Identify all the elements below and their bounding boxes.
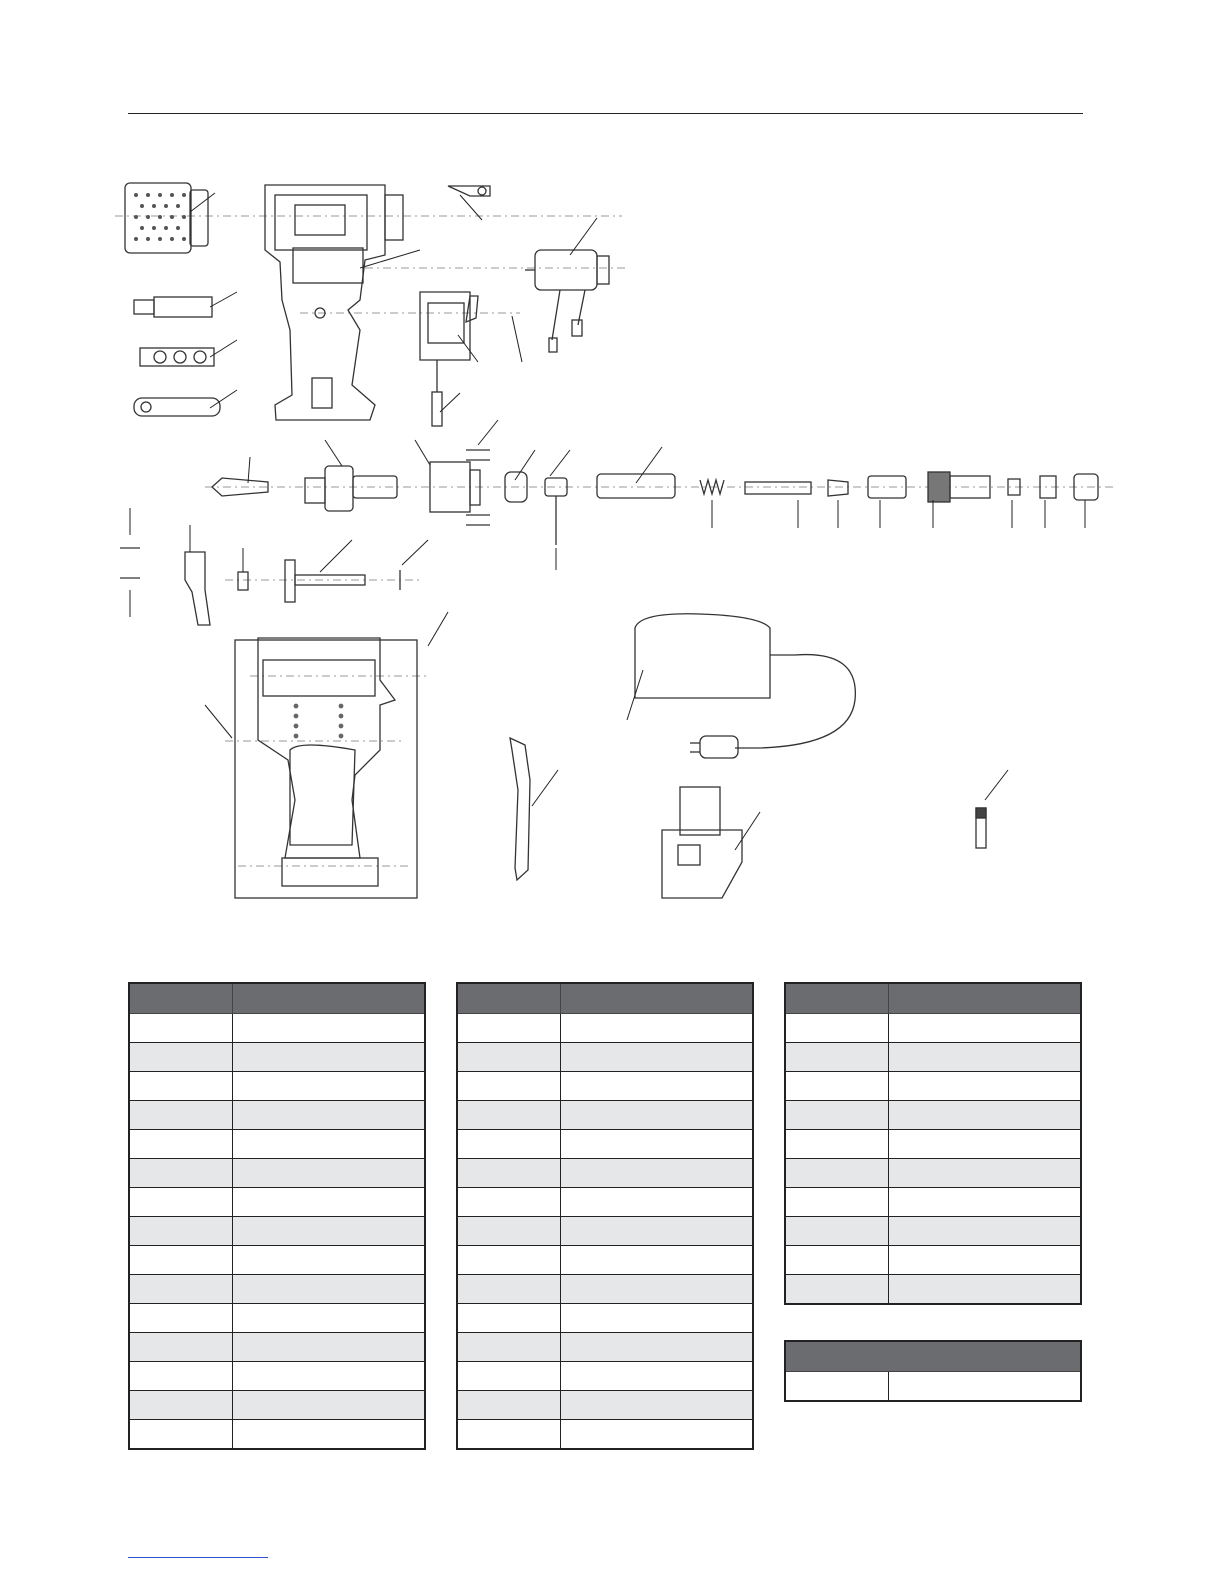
table-row: [785, 1217, 1081, 1246]
table-row: [129, 1188, 425, 1217]
table-header: [785, 1341, 1081, 1372]
table-row: [785, 1101, 1081, 1130]
header-cell: [785, 983, 888, 1014]
handle-bar-part: [510, 738, 530, 880]
charger-part: [635, 614, 855, 758]
table-row: [457, 1130, 753, 1159]
battery-part: [662, 787, 742, 898]
pivot-shaft-parts: [120, 548, 400, 625]
table-row: [457, 1246, 753, 1275]
table-row: [457, 1217, 753, 1246]
table-row: [457, 1043, 753, 1072]
table-row: [129, 1130, 425, 1159]
axis-lines: [115, 216, 1115, 866]
parts-table-2: [456, 982, 754, 1450]
fuse-part: [976, 808, 986, 848]
table-row: [129, 1362, 425, 1391]
cylinder-cover-part: [125, 183, 208, 253]
table-header: [457, 983, 753, 1014]
table-row: [129, 1101, 425, 1130]
table-row: [785, 1043, 1081, 1072]
drive-train-parts: [212, 450, 1098, 545]
table-row: [129, 1275, 425, 1304]
footer-link-underline[interactable]: [128, 1557, 268, 1558]
table-row: [457, 1159, 753, 1188]
wrench-tools: [134, 297, 220, 416]
table-row: [457, 1101, 753, 1130]
table-row: [457, 1362, 753, 1391]
table-row: [457, 1333, 753, 1362]
table-row: [785, 1372, 1081, 1402]
table-row: [129, 1014, 425, 1043]
table-row: [457, 1188, 753, 1217]
table-row: [785, 1130, 1081, 1159]
table-row: [129, 1246, 425, 1275]
table-row: [457, 1391, 753, 1420]
table-header: [785, 983, 1081, 1014]
table-row: [785, 1014, 1081, 1043]
header-cell: [560, 983, 753, 1014]
header-cell: [785, 1341, 1081, 1372]
leader-lines: [130, 193, 1085, 850]
table-row: [129, 1072, 425, 1101]
header-cell: [129, 983, 232, 1014]
parts-table-4: [784, 1340, 1082, 1402]
header-cell: [888, 983, 1081, 1014]
motor-part: [525, 250, 609, 352]
outer-housing-part: [235, 638, 417, 898]
header-cell: [457, 983, 560, 1014]
table-row: [785, 1188, 1081, 1217]
table-row: [457, 1072, 753, 1101]
table-row: [129, 1304, 425, 1333]
table-row: [785, 1072, 1081, 1101]
trigger-assembly-part: [420, 292, 478, 426]
table-row: [129, 1159, 425, 1188]
table-row: [129, 1043, 425, 1072]
table-row: [457, 1304, 753, 1333]
table-row: [785, 1246, 1081, 1275]
table-row: [457, 1014, 753, 1043]
table-row: [785, 1159, 1081, 1188]
main-housing-part: [265, 185, 403, 420]
parts-table-3: [784, 982, 1082, 1305]
header-cell: [232, 983, 425, 1014]
table-row: [457, 1420, 753, 1450]
table-row: [457, 1275, 753, 1304]
parts-table-1: [128, 982, 426, 1450]
table-row: [785, 1275, 1081, 1305]
table-row: [129, 1420, 425, 1450]
table-row: [129, 1391, 425, 1420]
table-header: [129, 983, 425, 1014]
table-row: [129, 1333, 425, 1362]
table-row: [129, 1217, 425, 1246]
